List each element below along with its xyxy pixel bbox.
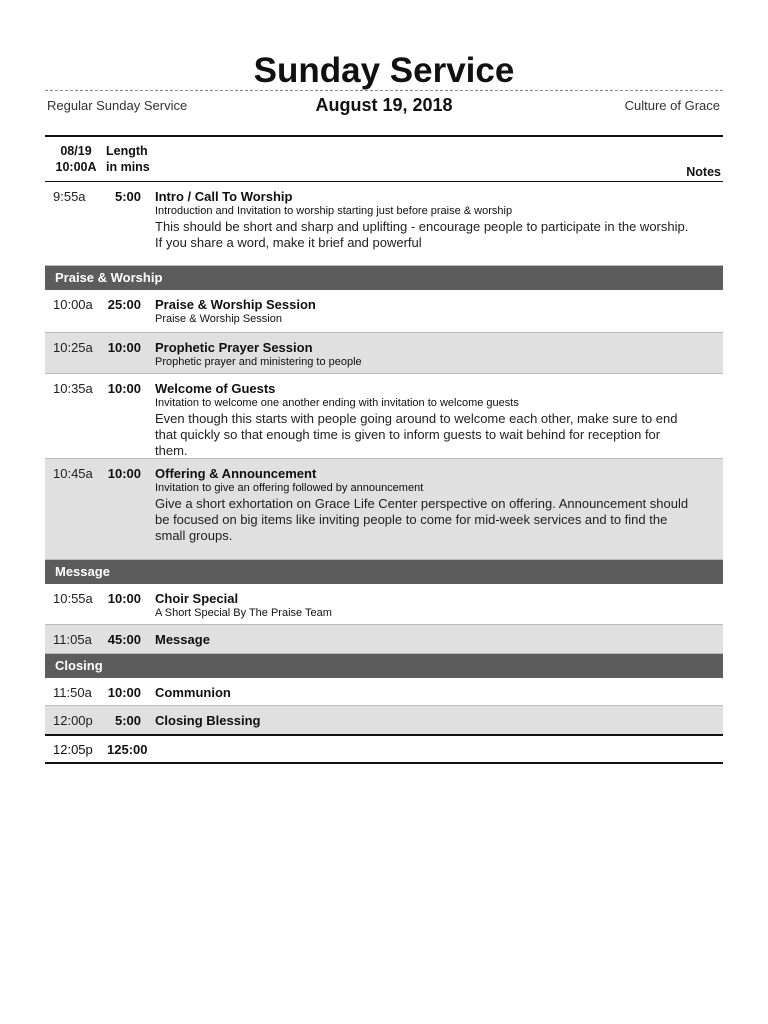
row-time: 10:45a: [53, 466, 93, 481]
table-row: [45, 678, 723, 706]
header-date: 08/19: [60, 144, 92, 158]
header-length-label: Length: [106, 144, 148, 158]
row-body: [155, 685, 695, 700]
row-body: [155, 189, 695, 251]
row-body: [155, 340, 695, 369]
table-header: [45, 137, 723, 182]
table-row: [45, 584, 723, 625]
row-time: 10:35a: [53, 381, 93, 396]
header-notes: Notes: [686, 165, 721, 179]
header-length-column: [106, 143, 150, 175]
header-date-column: [53, 143, 99, 175]
row-item: Closing Blessing: [155, 713, 261, 728]
row-body: [155, 297, 695, 326]
row-time: 11:50a: [53, 685, 92, 700]
row-note: This should be short and sharp and uplifting - encourage people to participate in the worship. If you share a word, make it brief and powerful: [155, 219, 689, 250]
table-row: [45, 182, 723, 266]
table-row: [45, 333, 723, 374]
row-length: 10:00: [107, 591, 141, 606]
row-body: [155, 591, 695, 620]
row-description: Invitation to welcome one another ending with invitation to welcome guests: [155, 397, 519, 409]
section-header: Praise & Worship: [45, 266, 723, 290]
total-row: [45, 734, 723, 764]
row-length: 25:00: [107, 297, 141, 312]
row-body: [155, 381, 695, 459]
row-description: Invitation to give an offering followed by announcement: [155, 482, 424, 494]
row-item: Communion: [155, 685, 231, 700]
header-start-time: 10:00A: [55, 160, 97, 174]
table-row: [45, 374, 723, 459]
row-length: 10:00: [107, 381, 141, 396]
row-description: A Short Special By The Praise Team: [155, 607, 332, 619]
row-description: Praise & Worship Session: [155, 313, 282, 325]
organization-name: Culture of Grace: [624, 98, 720, 113]
row-length: 10:00: [107, 466, 141, 481]
service-date: August 19, 2018: [315, 95, 453, 115]
row-body: [155, 632, 695, 647]
row-time: 12:00p: [53, 713, 93, 728]
row-length: 5:00: [114, 189, 141, 204]
section-header: Closing: [45, 654, 723, 678]
row-time: 9:55a: [53, 189, 86, 204]
table-row: [45, 625, 723, 654]
page-title: Sunday Service: [253, 51, 515, 90]
header-length-unit: in mins: [106, 160, 150, 174]
row-description: Prophetic prayer and ministering to people: [155, 356, 362, 368]
row-length: 10:00: [107, 685, 141, 700]
row-item: Offering & Announcement: [155, 466, 317, 481]
row-body: [155, 713, 695, 728]
row-body: [155, 466, 695, 544]
row-item: Choir Special: [155, 591, 239, 606]
row-length: 10:00: [107, 340, 141, 355]
row-length: 45:00: [107, 632, 141, 647]
row-item: Welcome of Guests: [155, 381, 276, 396]
order-of-service-table: [45, 135, 723, 764]
table-row: [45, 706, 723, 734]
row-time: 10:55a: [53, 591, 93, 606]
row-note: Even though this starts with people going around to welcome each other, make sure to end that quickly so that enough time is given to inform guests to wait behind for reception for them.: [155, 411, 678, 458]
row-description: Introduction and Invitation to worship starting just before praise & worship: [155, 205, 513, 217]
table-row: [45, 459, 723, 560]
row-item: Message: [155, 632, 210, 647]
title-divider: [45, 90, 723, 91]
row-time: 10:00a: [53, 297, 93, 312]
row-time: 10:25a: [53, 340, 93, 355]
row-length: 5:00: [114, 713, 141, 728]
table-row: [45, 290, 723, 333]
row-item: Praise & Worship Session: [155, 297, 316, 312]
service-type: Regular Sunday Service: [47, 98, 188, 113]
row-note: Give a short exhortation on Grace Life Center perspective on offering. Announcement should be focused on big items like inviting people to come for mid-week services and to find the small groups.: [155, 496, 689, 543]
row-time: 11:05a: [53, 632, 92, 647]
section-header: Message: [45, 560, 723, 584]
total-length: 125:00: [107, 742, 148, 757]
row-item: Prophetic Prayer Session: [155, 340, 313, 355]
total-end-time: 12:05p: [53, 742, 93, 757]
row-item: Intro / Call To Worship: [155, 189, 293, 204]
